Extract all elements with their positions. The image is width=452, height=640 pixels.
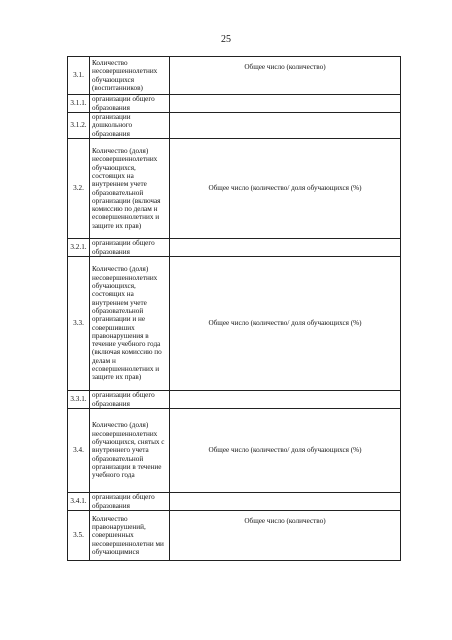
row-number: 3.4.1.: [68, 493, 90, 511]
row-number: 3.5.: [68, 511, 90, 561]
value-cell: Общее число (количество/ доля обучающихся (%): [170, 409, 401, 493]
table-row: [68, 239, 401, 257]
table-row: [68, 493, 401, 511]
row-number: 3.2.: [68, 139, 90, 239]
value-cell: [170, 239, 401, 257]
value-cell: Общее число (количество/ доля обучающихся (%): [170, 139, 401, 239]
indicator-cell: Количество (доля) несовершеннолетних обучающихся, состоящих на внутреннем учете образовательной организации (включая комиссию по делам н есовершеннолетних и защите их прав): [90, 139, 170, 239]
value-cell: [170, 493, 401, 511]
indicator-cell: организации общего образования: [90, 95, 170, 113]
table-body: [68, 57, 401, 561]
indicator-cell: организации общего образования: [90, 239, 170, 257]
value-cell: Общее число (количество): [170, 57, 401, 95]
indicator-table: [67, 56, 401, 561]
row-number: 3.3.: [68, 257, 90, 391]
page-number: 25: [221, 34, 231, 45]
indicator-cell: Количество правонарушений, совершенных несовершеннолетни ми обучающимися: [90, 511, 170, 561]
value-cell: [170, 391, 401, 409]
indicator-cell: организации общего образования: [90, 391, 170, 409]
indicator-cell: Количество (доля) несовершеннолетних обучающихся, снятых с внутреннего учета образовательной организации в течение учебного года: [90, 409, 170, 493]
row-number: 3.1.: [68, 57, 90, 95]
value-cell: [170, 95, 401, 113]
row-number: 3.4.: [68, 409, 90, 493]
value-cell: Общее число (количество/ доля обучающихся (%): [170, 257, 401, 391]
table-row: [68, 95, 401, 113]
indicator-cell: организации общего образования: [90, 493, 170, 511]
value-cell: Общее число (количество): [170, 511, 401, 561]
table-row: [68, 409, 401, 493]
table-row: [68, 391, 401, 409]
row-number: 3.1.1.: [68, 95, 90, 113]
indicator-cell: организации дошкольного образования: [90, 113, 170, 139]
value-cell: [170, 113, 401, 139]
table-row: [68, 57, 401, 95]
table-row: [68, 257, 401, 391]
indicator-cell: Количество (доля) несовершеннолетних обучающихся, состоящих на внутреннем учете образовательной организации и не совершивших правонарушения в течение учебного года (включая комиссию по делам н есовершеннолетних и защите их прав): [90, 257, 170, 391]
row-number: 3.1.2.: [68, 113, 90, 139]
indicator-cell: Количество несовершеннолетних обучающихся (воспитанников): [90, 57, 170, 95]
row-number: 3.2.1.: [68, 239, 90, 257]
table-row: [68, 113, 401, 139]
table-row: [68, 139, 401, 239]
table-row: [68, 511, 401, 561]
row-number: 3.3.1.: [68, 391, 90, 409]
